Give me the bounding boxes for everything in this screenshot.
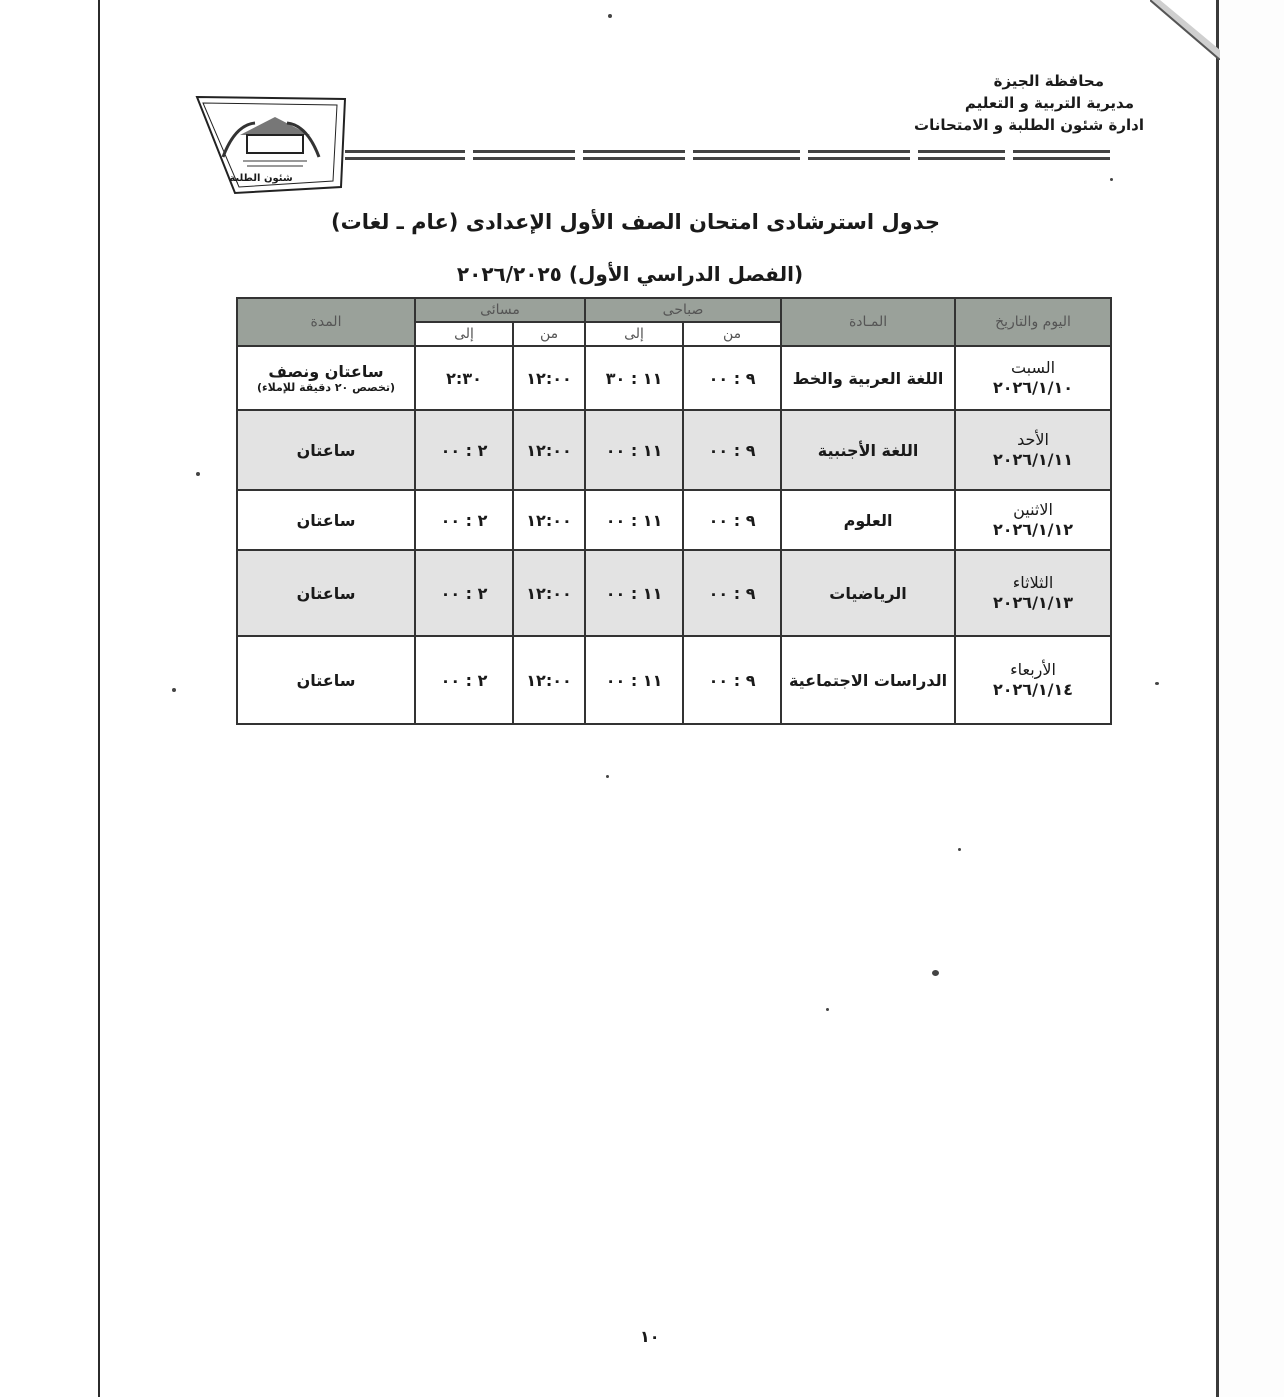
header-double-rule — [345, 150, 1110, 164]
day-date-cell — [955, 490, 1111, 550]
exam-date: ٢٠٢٦/١/١٣ — [993, 593, 1074, 612]
scan-speck — [932, 970, 939, 976]
exam-schedule-table — [236, 297, 1112, 725]
subject-cell: اللغة الأجنبية — [781, 410, 955, 490]
evening-from-cell: ١٢:٠٠ — [513, 410, 585, 490]
paper-left-edge — [98, 0, 100, 1397]
directorate-name: مديرية التربية و التعليم — [964, 94, 1134, 112]
subject-cell: العلوم — [781, 490, 955, 550]
scan-speck — [608, 14, 612, 18]
duration-note: (تخصص ٢٠ دقيقة للإملاء) — [256, 381, 396, 394]
evening-from-cell: ١٢:٠٠ — [513, 346, 585, 410]
day-name: السبت — [1010, 358, 1056, 377]
subject-cell: اللغة العربية والخط — [781, 346, 955, 410]
table-row — [237, 410, 1111, 490]
paper-right-edge — [1216, 0, 1219, 1397]
exam-date: ٢٠٢٦/١/١١ — [993, 450, 1074, 469]
evening-to-cell: ٢ : ٠٠ — [415, 550, 513, 636]
subject-cell: الدراسات الاجتماعية — [781, 636, 955, 724]
duration-cell — [237, 346, 415, 410]
scan-speck — [196, 472, 200, 476]
table-row — [237, 550, 1111, 636]
duration-cell: ساعتان — [237, 490, 415, 550]
duration-cell: ساعتان — [237, 410, 415, 490]
exam-date: ٢٠٢٦/١/١٤ — [993, 680, 1074, 699]
duration-cell: ساعتان — [237, 550, 415, 636]
scan-speck — [172, 688, 176, 692]
header-duration: المدة — [237, 298, 415, 346]
header-evening: مسائى — [415, 298, 585, 322]
day-name: الاثنين — [1013, 500, 1053, 519]
morning-from-cell: ٩ : ٠٠ — [683, 410, 781, 490]
morning-from-cell: ٩ : ٠٠ — [683, 346, 781, 410]
logo-caption: شئون الطلبة — [229, 173, 293, 184]
page-corner-fold — [1150, 0, 1220, 60]
evening-to-cell: ٢:٣٠ — [415, 346, 513, 410]
morning-to-cell: ١١ : ٣٠ — [585, 346, 683, 410]
day-date-cell — [955, 346, 1111, 410]
day-date-cell — [955, 636, 1111, 724]
header-subject: المـادة — [781, 298, 955, 346]
day-name: الأحد — [1017, 430, 1049, 449]
header-morning-from: من — [683, 322, 781, 346]
scan-speck — [1110, 178, 1113, 181]
scan-speck — [958, 848, 961, 851]
header-evening-from: من — [513, 322, 585, 346]
morning-from-cell: ٩ : ٠٠ — [683, 636, 781, 724]
scan-margin — [1219, 0, 1284, 1397]
evening-from-cell: ١٢:٠٠ — [513, 550, 585, 636]
evening-to-cell: ٢ : ٠٠ — [415, 410, 513, 490]
table-row — [237, 490, 1111, 550]
document-title: جدول استرشادى امتحان الصف الأول الإعدادى (عام ـ لغات) — [331, 210, 940, 234]
header-morning-to: إلى — [585, 322, 683, 346]
header-evening-to: إلى — [415, 322, 513, 346]
evening-to-cell: ٢ : ٠٠ — [415, 490, 513, 550]
table-row — [237, 346, 1111, 410]
evening-from-cell: ١٢:٠٠ — [513, 636, 585, 724]
table-row — [237, 636, 1111, 724]
department-logo — [195, 95, 347, 195]
document-subtitle: (الفصل الدراسي الأول) ٢٠٢٦/٢٠٢٥ — [456, 262, 804, 286]
page-number: ١٠ — [640, 1327, 660, 1346]
governorate-name: محافظة الجيزة — [993, 72, 1104, 90]
day-name: الأربعاء — [1010, 660, 1056, 679]
morning-from-cell: ٩ : ٠٠ — [683, 550, 781, 636]
scan-speck — [1155, 682, 1159, 685]
exam-date: ٢٠٢٦/١/١٠ — [993, 378, 1074, 397]
morning-to-cell: ١١ : ٠٠ — [585, 636, 683, 724]
morning-to-cell: ١١ : ٠٠ — [585, 550, 683, 636]
morning-from-cell: ٩ : ٠٠ — [683, 490, 781, 550]
subject-cell: الرياضيات — [781, 550, 955, 636]
morning-to-cell: ١١ : ٠٠ — [585, 490, 683, 550]
day-date-cell — [955, 550, 1111, 636]
day-name: الثلاثاء — [1012, 573, 1054, 592]
morning-to-cell: ١١ : ٠٠ — [585, 410, 683, 490]
table-header-row — [237, 298, 1111, 322]
header-morning: صباحى — [585, 298, 781, 322]
scan-speck — [826, 1008, 829, 1011]
letterhead — [724, 70, 1144, 136]
duration-value: ساعتان ونصف — [268, 362, 384, 381]
evening-to-cell: ٢ : ٠٠ — [415, 636, 513, 724]
duration-cell: ساعتان — [237, 636, 415, 724]
day-date-cell — [955, 410, 1111, 490]
department-name: ادارة شئون الطلبة و الامتحانات — [914, 116, 1144, 134]
header-day-date: اليوم والتاريخ — [955, 298, 1111, 346]
exam-date: ٢٠٢٦/١/١٢ — [993, 520, 1074, 539]
evening-from-cell: ١٢:٠٠ — [513, 490, 585, 550]
scan-speck — [606, 775, 609, 778]
